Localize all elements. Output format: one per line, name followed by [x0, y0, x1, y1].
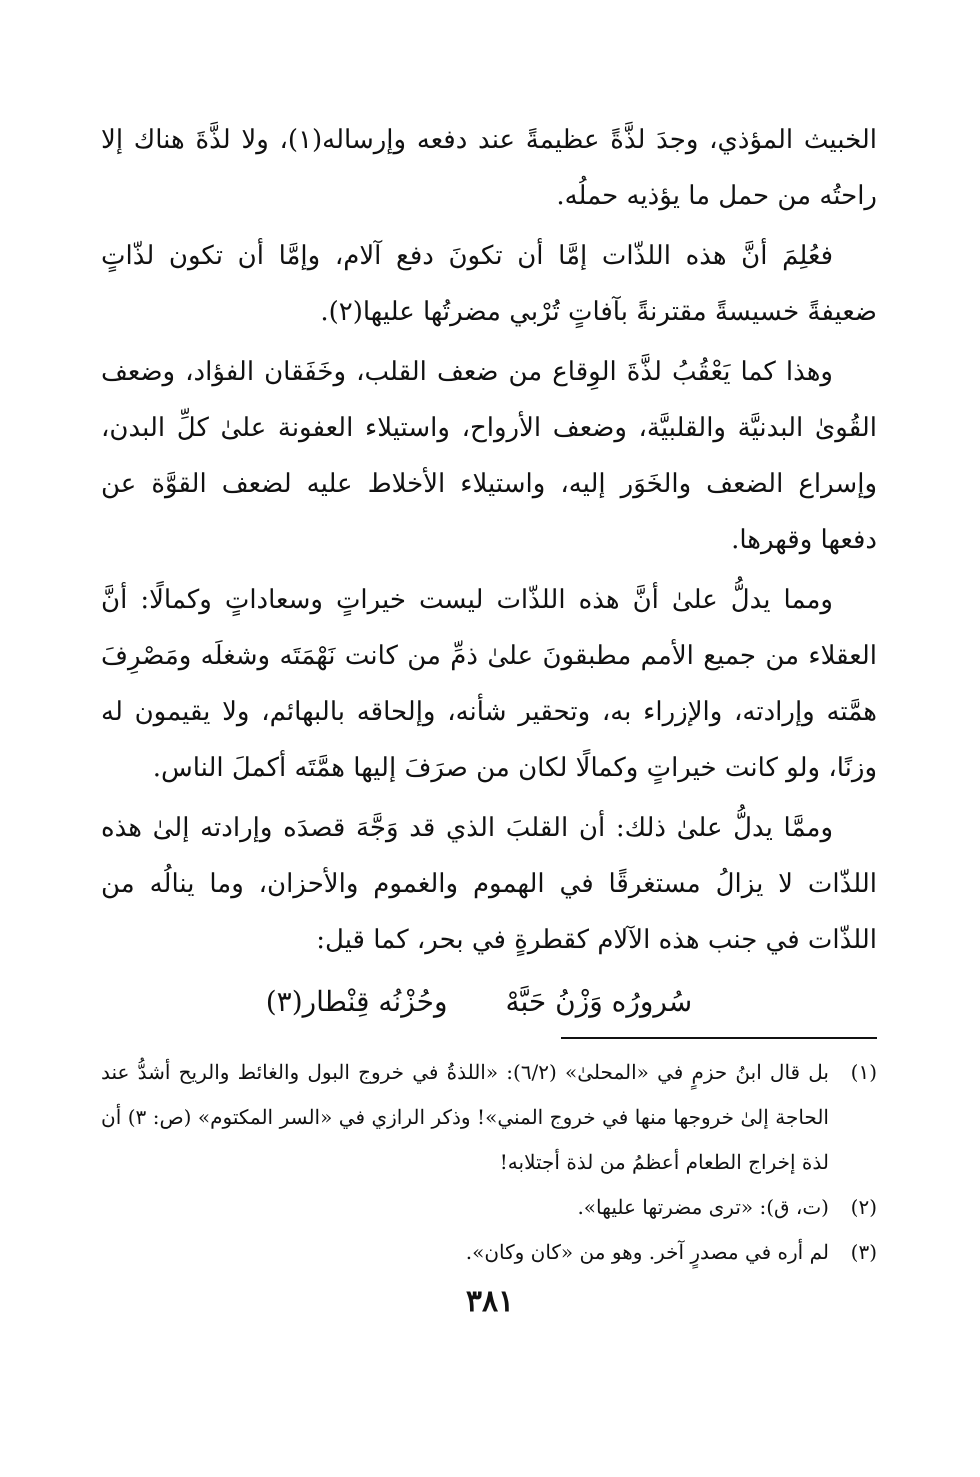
- footnote-text: لم أره في مصدرٍ آخر. وهو من «كان وكان».: [465, 1240, 829, 1264]
- paragraph-2: فعُلِمَ أنَّ هذه اللذّات إمَّا أن تكونَ دفع آلام، وإمَّا أن تكون لذّاتٍ ضعيفةً خسيسةً مقترنةً بآفاتٍ تُرْبي مضرتُها عليها(٢).: [101, 241, 877, 327]
- footnotes: [101, 1050, 877, 1275]
- paragraph-3: وهذا كما يَعْقُبُ لذَّةَ الوِقاع من ضعف القلب، وخَفَقان الفؤاد، وضعف القُوىٰ البدنيَّة والقلبيَّة، وضعف الأرواح، واستيلاء العفونة علىٰ كلِّ البدن، وإسراع الضعف والخَوَر إليه، واستيلاء الأخلاط عليه لضعف القوَّة عن دفعها وقهرها.: [101, 357, 877, 555]
- poetry-verse: [101, 974, 877, 1030]
- paragraph-5: وممَّا يدلُّ علىٰ ذلك: أن القلبَ الذي قد وَجَّهَ قصدَه وإرادته إلىٰ هذه اللذّات لا يزالُ مستغرقًا في الهموم والغموم والأحزان، وما ينالُه من اللذّات في جنب هذه الآلام كقطرةٍ في بحر، كما قيل:: [101, 813, 877, 955]
- footnote-item: [101, 1185, 877, 1230]
- footnote-text: بل قال ابنُ حزمٍ في «المحلىٰ» (٦/٢): «اللذةُ في خروج البول والغائط والريح أشدُّ عند الحاجة إلىٰ خروجها منها في خروج المني»! وذكر الرازي في «السر المكتوم» (ص: ٣) أن لذة إخراج الطعام أعظمُ من لذة أجتلابه!: [101, 1060, 829, 1174]
- footnote-separator: [561, 1037, 877, 1039]
- main-text: [101, 112, 877, 1030]
- footnote-text: (ت، ق): «ترى مضرتها عليها».: [577, 1195, 829, 1219]
- footnote-item: [101, 1230, 877, 1275]
- footnote-number: (٣): [850, 1240, 877, 1264]
- verse-second-hemistich: وحُزْنُه قِنْطار(٣): [265, 985, 448, 1018]
- paragraph-4: ومما يدلُّ علىٰ أنَّ هذه اللذّات ليست خيراتٍ وسعاداتٍ وكمالًا: أنَّ العقلاء من جميع الأمم مطبقونَ علىٰ ذمِّ من كانت نَهْمَتَه وشغلَه ومَصْرِفَ همَّته وإرادته، والإزراء به، وتحقير شأنه، وإلحاقه بالبهائم، ولا يقيمون له وزنًا، ولو كانت خيراتٍ وكمالًا لكان من صرَفَ إليها همَّتَه أكملَ الناس.: [101, 585, 877, 783]
- verse-first-hemistich: سُرورُه وَزْنُ حَبَّهْ: [505, 985, 693, 1018]
- footnote-item: [101, 1050, 877, 1185]
- paragraph-1: الخبيث المؤذي، وجدَ لذَّةً عظيمةً عند دفعه وإرساله(١)، ولا لذَّةَ هناك إلا راحتُه من حمل ما يؤذيه حملُه.: [101, 125, 877, 211]
- page-number: ٣٨١: [465, 1284, 515, 1319]
- footnote-number: (٢): [850, 1195, 877, 1219]
- footnote-number: (١): [850, 1060, 877, 1084]
